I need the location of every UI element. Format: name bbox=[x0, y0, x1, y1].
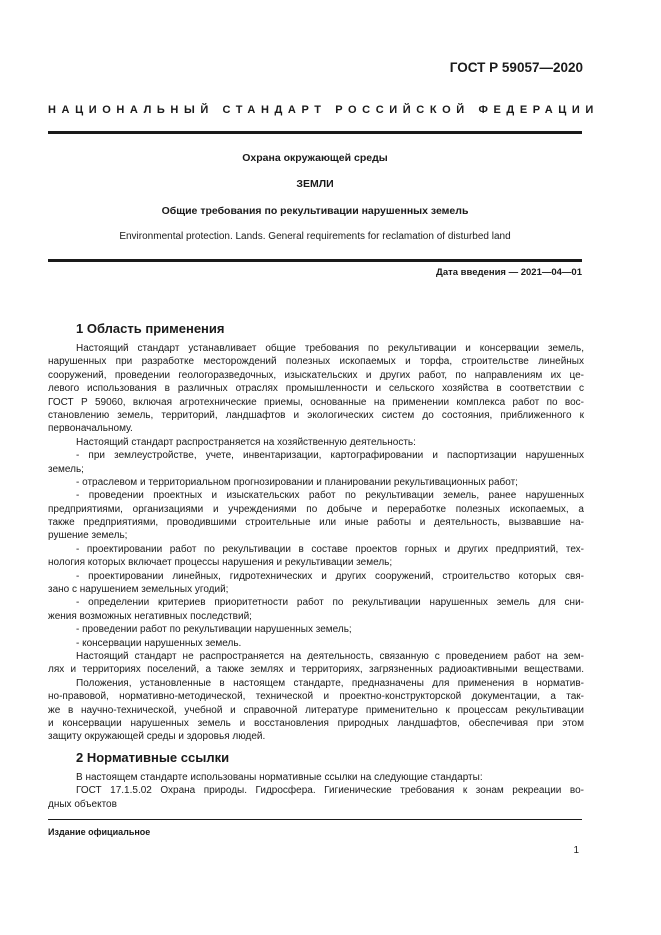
section-1-heading: 1 Область применения bbox=[76, 321, 225, 336]
text-line: сооружений, проведении геологоразведочных, изыскательских и других работ, по направлениям их це- bbox=[48, 369, 584, 381]
header-rule bbox=[48, 131, 582, 134]
text-line: и консервации нарушенных земель и восстановления природных ландшафтов, обеспечивая при этом bbox=[48, 717, 584, 729]
footer-rule bbox=[48, 819, 582, 820]
text-line: Положения, установленные в настоящем стандарте, предназначены для применения в норматив- bbox=[76, 677, 584, 689]
text-line: но-правовой, нормативно-методической, технической и проектно-конструкторской документации, а так- bbox=[48, 691, 584, 703]
section-2-body bbox=[48, 771, 584, 811]
list-item: - проведении работ по рекультивации нарушенных земель; bbox=[76, 624, 352, 636]
text-line: ГОСТ Р 59060, включая агротехнические приемы, основанные на применении комплекса работ по вос- bbox=[48, 396, 584, 408]
text-line: левого использования в различных отраслях промышленности и сельского хозяйства в соответствии с bbox=[48, 383, 584, 395]
title-line-2: ЗЕМЛИ bbox=[296, 178, 334, 190]
text-line: дных объектов bbox=[48, 798, 117, 810]
text-line: зано с нарушением земельных угодий; bbox=[48, 584, 229, 596]
text-line: же в научно-технической, учебной и справочной литературе применительно к процессам рекультивации bbox=[48, 704, 584, 716]
title-line-1: Охрана окружающей среды bbox=[242, 152, 388, 164]
title-rule bbox=[48, 259, 582, 262]
list-item: - проектировании работ по рекультивации в составе проектов горных и других предприятий, тех- bbox=[76, 543, 584, 555]
list-item: - отраслевом и территориальном прогнозировании и планировании рекультивационных работ; bbox=[76, 476, 518, 488]
list-item: - при землеустройстве, учете, инвентаризации, картографировании и паспортизации нарушенных bbox=[76, 450, 584, 462]
list-item: - консервации нарушенных земель. bbox=[76, 637, 242, 649]
text-line: также предприятиями, проводившими строительные или иные работы и деятельность, вызвавшие на- bbox=[48, 517, 584, 529]
text-line: предприятиями, организациями и учреждениями по добыче и переработке полезных ископаемых, а bbox=[48, 503, 584, 515]
title-english: Environmental protection. Lands. General requirements for reclamation of disturbed land bbox=[119, 231, 511, 242]
list-item: - проведении проектных и изыскательских работ по рекультивации земель, ранее нарушенных bbox=[76, 490, 584, 502]
text-line: защиту окружающей среды и здоровья людей. bbox=[48, 731, 266, 743]
document-code: ГОСТ Р 59057—2020 bbox=[449, 60, 583, 75]
text-line: ГОСТ 17.1.5.02 Охрана природы. Гидросфера. Гигиенические требования к зонам рекреации во- bbox=[76, 785, 584, 797]
title-line-3: Общие требования по рекультивации нарушенных земель bbox=[161, 205, 469, 217]
introduction-date: Дата введения — 2021—04—01 bbox=[436, 267, 582, 278]
text-line: нология которых включает процессы нарушения и рекультивации земель; bbox=[48, 557, 393, 569]
text-line: Настоящий стандарт устанавливает общие требования по рекультивации и консервации земель, bbox=[76, 343, 584, 354]
text-line: Настоящий стандарт распространяется на хозяйственную деятельность: bbox=[76, 436, 416, 448]
page-number: 1 bbox=[573, 845, 579, 856]
list-item: - определении критериев приоритетности работ по рекультивации нарушенных земель для сни- bbox=[76, 597, 584, 609]
text-line: земель; bbox=[48, 463, 84, 475]
national-standard-banner: НАЦИОНАЛЬНЫЙ СТАНДАРТ РОССИЙСКОЙ ФЕДЕРАЦИИ bbox=[48, 104, 599, 116]
list-item: - проектировании линейных, гидротехнических и других сооружений, строительство которых свя- bbox=[76, 570, 584, 582]
text-line: рушение земель; bbox=[48, 530, 128, 542]
text-line: Настоящий стандарт не распространяется на деятельность, связанную с проведением работ на зем- bbox=[76, 650, 584, 662]
section-1-body bbox=[48, 342, 584, 744]
text-line: становлению земель, территорий, ландшафтов и экологических систем до состояния, приближенного к bbox=[48, 409, 584, 421]
text-line: жения возможных негативных последствий; bbox=[48, 610, 252, 622]
text-line: нарушенных при разработке месторождений полезных ископаемых и торфа, строительстве линейных bbox=[48, 356, 584, 368]
section-2-heading: 2 Нормативные ссылки bbox=[76, 750, 230, 765]
text-line: лях и территориях поселений, а также землях и территориях, загрязненных радиоактивными веществами. bbox=[48, 664, 584, 676]
text-line: В настоящем стандарте использованы нормативные ссылки на следующие стандарты: bbox=[76, 772, 483, 783]
official-edition-label: Издание официальное bbox=[48, 827, 151, 837]
text-line: первоначальному. bbox=[48, 423, 133, 435]
